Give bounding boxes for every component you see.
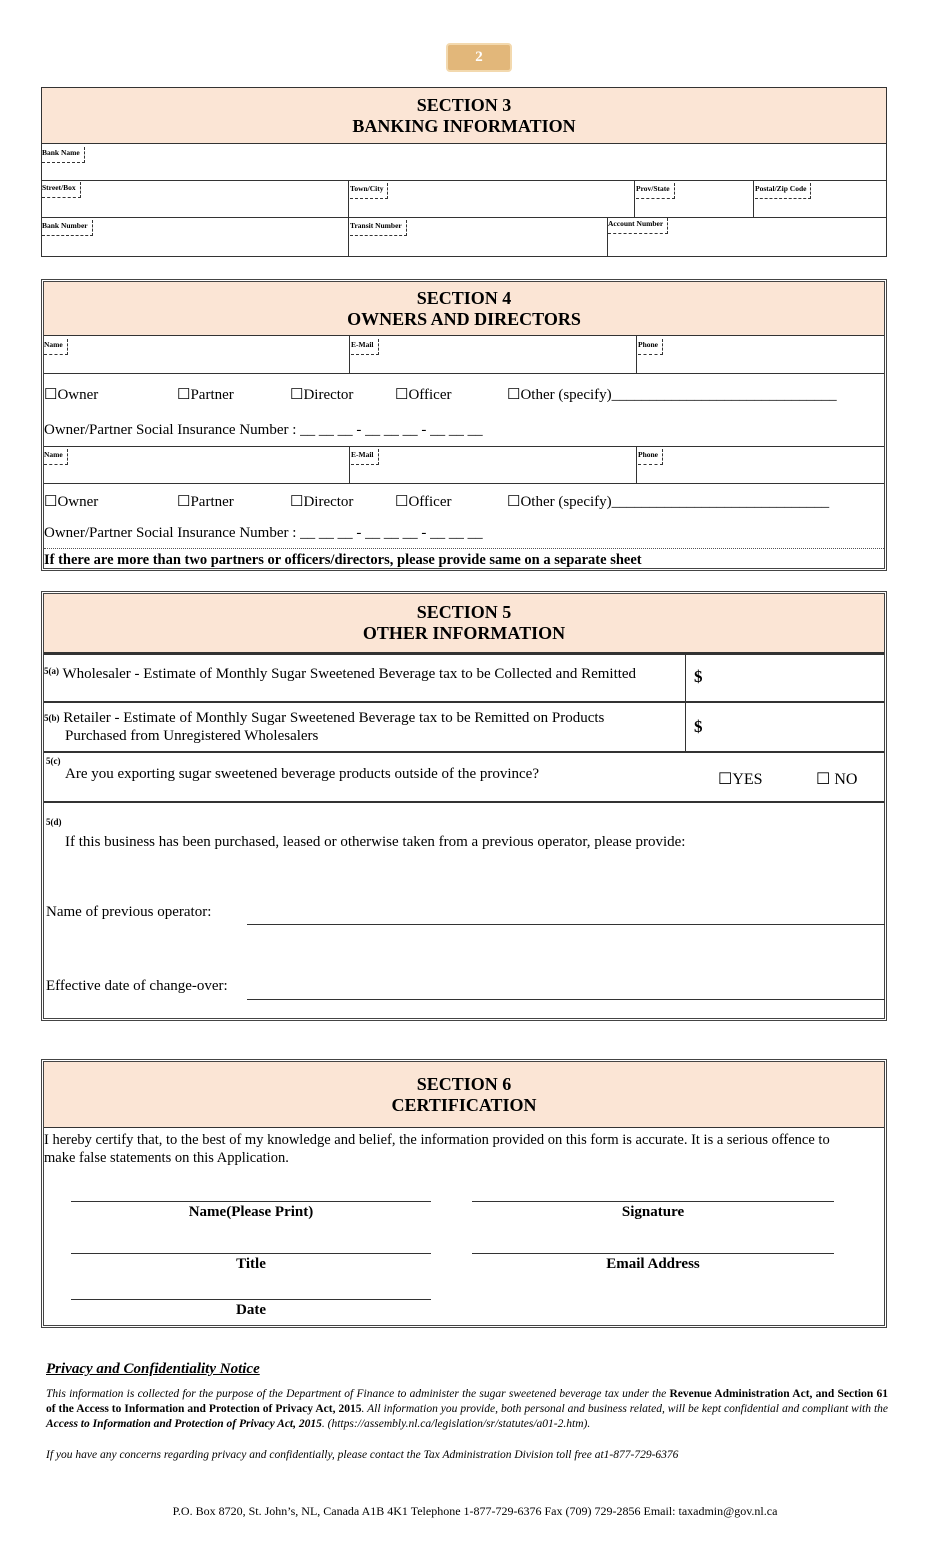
item-5c-text: Are you exporting sugar sweetened beverage products outside of the province? xyxy=(65,766,540,782)
signature-input[interactable] xyxy=(472,1201,834,1202)
privacy-text-1: This information is collected for the purpose of the Department of Finance to administer the sugar sweetened beverage tax under the xyxy=(46,1388,670,1400)
privacy-text-2: . All information you provide, both personal and business related, will be kept confidential and compliant with the xyxy=(361,1403,888,1415)
item-5b-amount-input[interactable]: $ xyxy=(694,717,703,736)
privacy-paragraph xyxy=(46,1387,888,1432)
section-5-header xyxy=(44,594,884,653)
more-partners-note: If there are more than two partners or officers/directors, please provide same on a separate sheet xyxy=(44,552,642,568)
item-5b-number: 5(b) xyxy=(44,713,60,723)
previous-operator-label: Name of previous operator: xyxy=(46,904,212,920)
change-date-label: Effective date of change-over: xyxy=(46,978,228,994)
privacy-act-name: Revenue Administration Act, xyxy=(669,1388,813,1400)
town-field[interactable]: Town/City xyxy=(350,183,388,199)
page-number: 2 xyxy=(446,43,512,72)
footer-contact: P.O. Box 8720, St. John’s, NL, Canada A1B 4K1 Telephone 1-877-729-6376 Fax (709) 729-2856 Email: taxadmin@gov.nl.ca xyxy=(172,1504,778,1518)
change-date-input[interactable] xyxy=(247,999,885,1000)
name-print-input[interactable] xyxy=(71,1201,431,1202)
section-5-subtitle: OTHER INFORMATION xyxy=(362,623,566,643)
owner1-sin-line[interactable]: Owner/Partner Social Insurance Number : __ __ __ - __ __ __ - __ __ __ xyxy=(44,422,483,438)
previous-operator-input[interactable] xyxy=(247,924,885,925)
section-5-title: SECTION 5 xyxy=(416,602,512,622)
owner1-phone-field[interactable]: Phone xyxy=(638,339,663,355)
owner2-other-checkbox[interactable]: ☐Other (specify)_____________________________ xyxy=(507,494,830,510)
date-input[interactable] xyxy=(71,1299,431,1300)
item-5a xyxy=(44,666,636,683)
bank-number-field[interactable]: Bank Number xyxy=(42,220,93,236)
owner2-email-field[interactable]: E-Mail xyxy=(351,449,379,465)
owner2-owner-checkbox[interactable]: ☐Owner xyxy=(44,494,99,510)
date-label: Date xyxy=(236,1302,266,1318)
item-5b-text-line1: Retailer - Estimate of Monthly Sugar Sweetened Beverage tax to be Remitted on Products xyxy=(63,710,605,726)
prov-field[interactable]: Prov/State xyxy=(636,183,675,199)
title-input[interactable] xyxy=(71,1253,431,1254)
item-5a-amount-input[interactable]: $ xyxy=(694,667,703,686)
owner1-name-field[interactable]: Name xyxy=(44,339,68,355)
section-4-subtitle: OWNERS AND DIRECTORS xyxy=(347,309,581,329)
email-label: Email Address xyxy=(606,1256,700,1272)
title-label: Title xyxy=(236,1256,266,1272)
privacy-heading: Privacy and Confidentiality Notice xyxy=(46,1361,260,1377)
item-5a-number: 5(a) xyxy=(44,666,59,676)
owner2-director-checkbox[interactable]: ☐Director xyxy=(290,494,354,510)
owner1-email-field[interactable]: E-Mail xyxy=(351,339,379,355)
bank-name-field[interactable]: Bank Name xyxy=(42,147,85,163)
owner2-officer-checkbox[interactable]: ☐Officer xyxy=(395,494,452,510)
section-3-banking xyxy=(41,87,887,257)
section-3-subtitle: BANKING INFORMATION xyxy=(352,116,576,136)
certification-line2: make false statements on this Application. xyxy=(44,1150,289,1166)
section-3-header xyxy=(42,88,886,144)
section-4-header xyxy=(44,282,884,336)
section-6-subtitle: CERTIFICATION xyxy=(391,1095,537,1115)
email-input[interactable] xyxy=(472,1253,834,1254)
section-6-title: SECTION 6 xyxy=(416,1074,512,1094)
section-6-certification xyxy=(41,1059,887,1328)
owner2-sin-line[interactable]: Owner/Partner Social Insurance Number : __ __ __ - __ __ __ - __ __ __ xyxy=(44,525,483,541)
signature-label: Signature xyxy=(621,1204,685,1220)
item-5b-text-line2: Purchased from Unregistered Wholesalers xyxy=(65,728,319,744)
owner1-other-checkbox[interactable]: ☐Other (specify)______________________________ xyxy=(507,387,837,403)
owner1-owner-checkbox[interactable]: ☐Owner xyxy=(44,387,99,403)
certification-statement xyxy=(44,1131,830,1167)
section-3-title: SECTION 3 xyxy=(416,95,512,115)
item-5d-number: 5(d) xyxy=(46,817,62,827)
transit-number-field[interactable]: Transit Number xyxy=(350,220,407,236)
item-5a-text: Wholesaler - Estimate of Monthly Sugar Sweetened Beverage tax to be Collected and Remitted xyxy=(62,666,637,682)
certification-line1: I hereby certify that, to the best of my knowledge and belief, the information provided on this form is accurate. It is a serious offence to xyxy=(44,1132,830,1148)
section-4-title: SECTION 4 xyxy=(416,288,512,308)
item-5d-text: If this business has been purchased, leased or otherwise taken from a previous operator, please provide: xyxy=(65,834,686,850)
item-5c-number: 5(c) xyxy=(46,756,61,766)
account-number-field[interactable]: Account Number xyxy=(608,218,668,234)
privacy-link-text: . (https://assembly.nl.ca/legislation/sr/statutes/a01-2.htm). xyxy=(321,1418,591,1430)
owner1-director-checkbox[interactable]: ☐Director xyxy=(290,387,354,403)
section-5-other xyxy=(41,591,887,1021)
item-5b xyxy=(44,709,604,745)
owner1-officer-checkbox[interactable]: ☐Officer xyxy=(395,387,452,403)
owner2-name-field[interactable]: Name xyxy=(44,449,68,465)
name-print-label: Name(Please Print) xyxy=(188,1204,314,1220)
owner1-partner-checkbox[interactable]: ☐Partner xyxy=(177,387,234,403)
street-field[interactable]: Street/Box xyxy=(42,182,81,198)
privacy-section-61: and Section 61 of the Access to Information and Protection of Privacy Act, 2015 xyxy=(46,1388,889,1415)
export-no-checkbox[interactable]: ☐ NO xyxy=(816,771,858,788)
privacy-atipp-act: Access to Information and Protection of Privacy Act, 2015 xyxy=(46,1418,322,1430)
export-yes-checkbox[interactable]: ☐YES xyxy=(718,771,763,788)
owner2-phone-field[interactable]: Phone xyxy=(638,449,663,465)
owner2-partner-checkbox[interactable]: ☐Partner xyxy=(177,494,234,510)
postal-field[interactable]: Postal/Zip Code xyxy=(755,183,811,199)
section-6-header xyxy=(44,1062,884,1128)
privacy-contact: If you have any concerns regarding privacy and confidentially, please contact the Tax Administration Division toll free at1-877-729-6376 xyxy=(46,1449,679,1461)
section-4-owners xyxy=(41,279,887,571)
